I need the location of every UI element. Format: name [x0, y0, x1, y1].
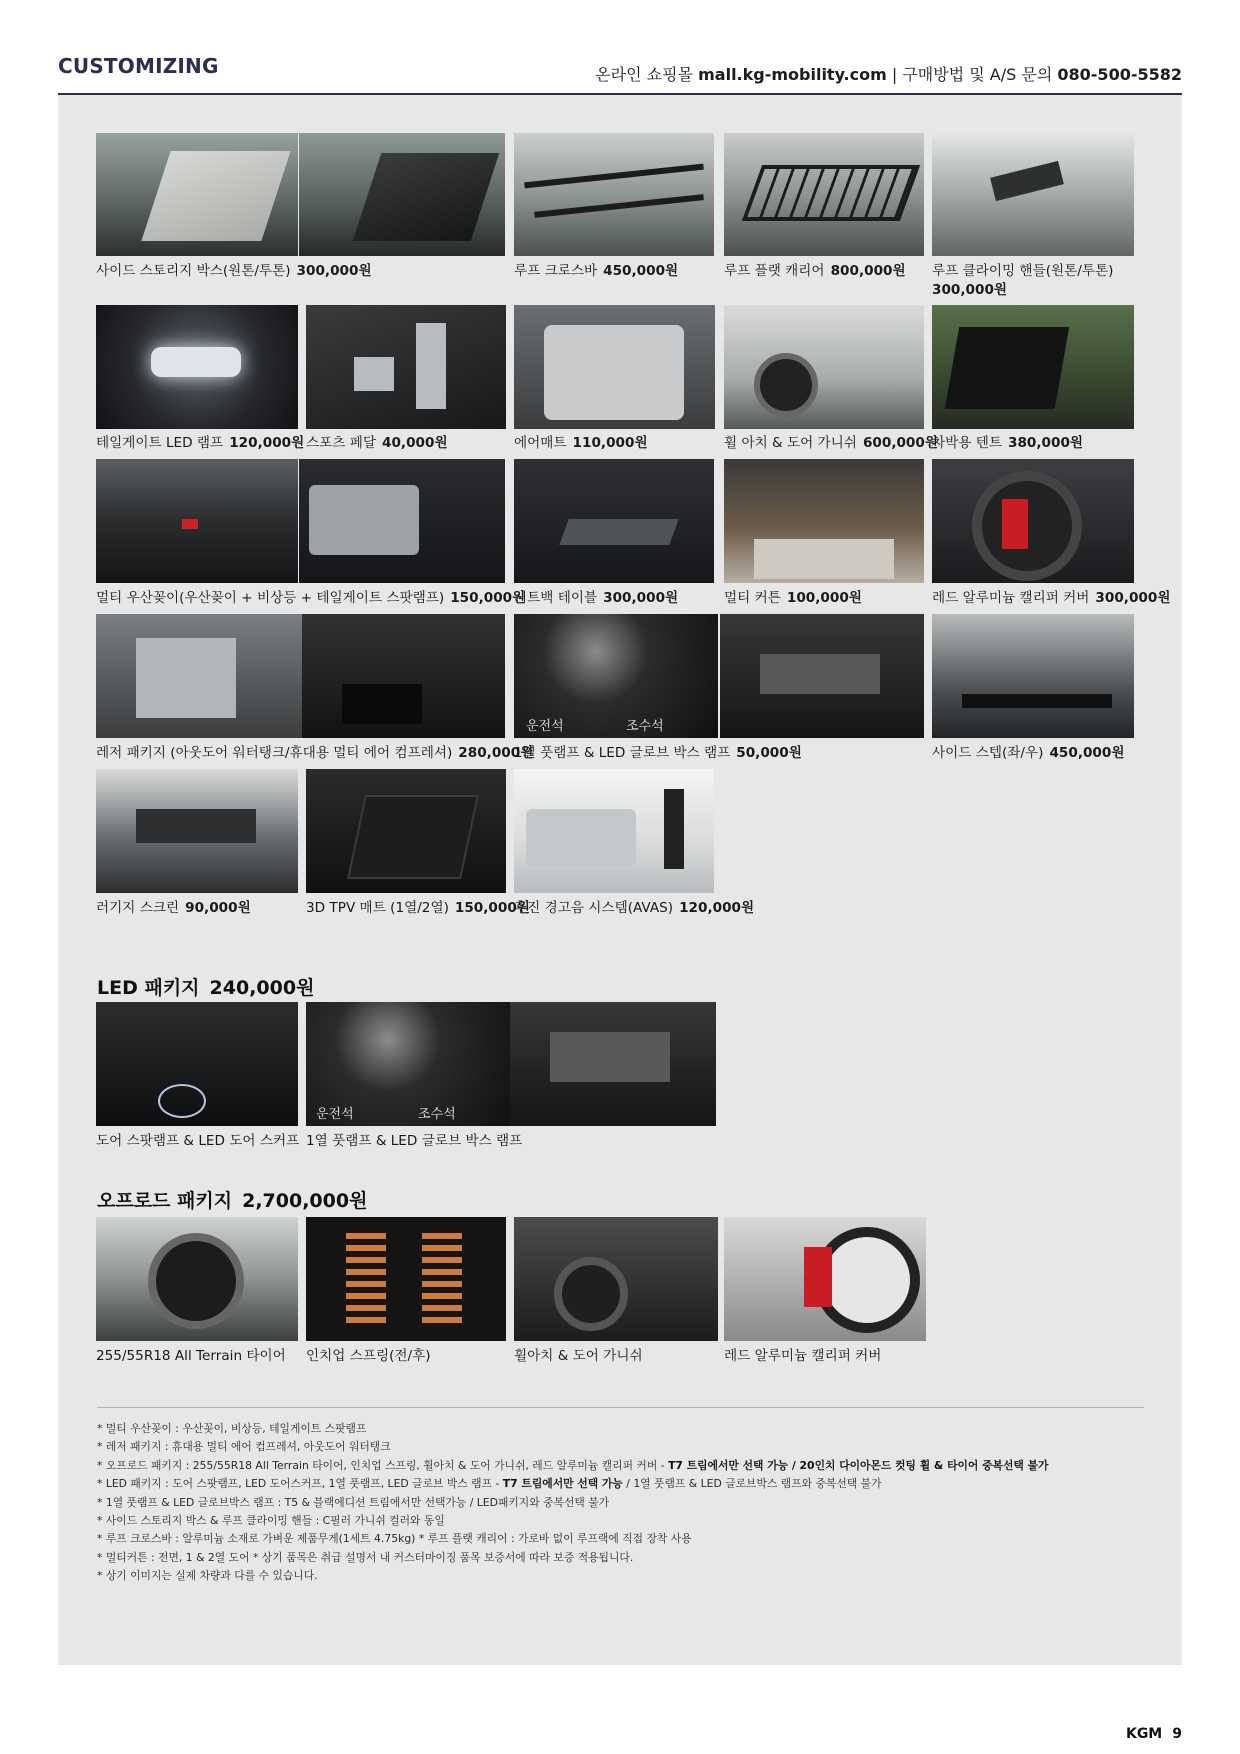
notes-divider	[97, 1407, 1144, 1408]
offroad-item-4: 레드 알루미늄 캘리퍼 커버	[724, 1348, 882, 1364]
caption-item-4: 루프 클라이밍 핸들(원톤/투톤) 300,000원	[932, 263, 1114, 298]
photo-footlamp-driver	[514, 614, 718, 738]
photo-multi-umbrella-holder-b	[299, 459, 505, 583]
photo-multi-curtain	[724, 459, 924, 583]
led-item-2: 1열 풋램프 & LED 글로브 박스 램프	[306, 1133, 523, 1149]
caption-item-7: 에어매트 110,000원	[514, 435, 648, 451]
caption-item-10: 멀티 우산꽂이(우산꽂이 + 비상등 + 테일게이트 스팟램프) 150,000원	[96, 590, 526, 606]
led-package-title: LED 패키지 240,000원	[97, 977, 315, 999]
photo-wheel-arch-garnish	[514, 1217, 718, 1341]
photo-roof-flat-carrier	[724, 133, 924, 256]
caption-item-2: 루프 크로스바 450,000원	[514, 263, 679, 279]
note-2: * 레저 패키지 : 휴대용 멀티 에어 컴프레셔, 아웃도어 워터탱크	[97, 1440, 391, 1454]
offroad-package-title: 오프로드 패키지 2,700,000원	[97, 1190, 368, 1212]
photo-leisure-package-b	[302, 614, 505, 738]
photo-inch-up-spring	[306, 1217, 506, 1341]
phone-number[interactable]: 080-500-5582	[1057, 65, 1182, 84]
photo-avas-system	[514, 769, 714, 893]
note-5: * 1열 풋램프 & LED 글로브박스 램프 : T5 & 블랙에디션 트림에서만 선택가능 / LED패키지와 중복선택 불가	[97, 1495, 610, 1509]
note-6: * 사이드 스토리지 박스 & 루프 클라이밍 핸들 : C필러 가니쉬 컬러와 동일	[97, 1514, 445, 1528]
caption-item-16: 사이드 스텝(좌/우) 450,000원	[932, 745, 1125, 761]
caption-item-11: 시트백 테이블 300,000원	[514, 590, 679, 606]
caption-item-17: 러기지 스크린 90,000원	[96, 900, 251, 916]
photo-sports-pedal	[306, 305, 506, 429]
caption-item-14: 레저 패키지 (아웃도어 워터탱크/휴대용 멀티 에어 컴프레셔) 280,000원	[96, 745, 534, 761]
note-1: * 멀티 우산꽂이 : 우산꽂이, 비상등, 테일게이트 스팟램프	[97, 1422, 367, 1435]
photo-offroad-caliper-cover	[724, 1217, 926, 1341]
photo-3d-tpv-mat	[306, 769, 506, 893]
page-number: 9	[1172, 1726, 1182, 1742]
caption-item-12: 멀티 커튼 100,000원	[724, 590, 862, 606]
caption-item-3: 루프 플랫 캐리어 800,000원	[724, 263, 906, 279]
offroad-item-1: 255/55R18 All Terrain 타이어	[96, 1348, 286, 1364]
footer-brand: KGM	[1125, 1726, 1163, 1742]
header-contact	[595, 62, 1182, 85]
inquiry-label: 구매방법 및 A/S 문의	[902, 65, 1053, 84]
caption-item-9: 차박용 텐트 380,000원	[932, 435, 1084, 451]
photo-side-storage-box-b	[299, 133, 505, 256]
caption-item-5: 테일게이트 LED 램프 120,000원	[96, 435, 305, 451]
driver-tag: 운전석	[526, 719, 564, 734]
note-3: * 오프로드 패키지 : 255/55R18 All Terrain 타이어, 인치업 스프링, 휠아치 & 도어 가니쉬, 레드 알루미늄 캘리퍼 커버 - T7 트림에서만 선택 가능 / 20인치 다이아몬드 컷팅 휠 & 타이어 중복선택 불가	[97, 1458, 1049, 1472]
footnotes	[97, 1420, 1147, 1586]
photo-led-footlamp-driver	[306, 1002, 510, 1126]
passenger-tag: 조수석	[626, 719, 664, 734]
photo-red-caliper-cover	[932, 459, 1134, 583]
shop-url-link[interactable]: mall.kg-mobility.com	[698, 65, 887, 84]
caption-item-19: 후진 경고음 시스템(AVAS) 120,000원	[514, 900, 755, 916]
photo-led-glovebox	[510, 1002, 716, 1126]
photo-multi-umbrella-holder-a	[96, 459, 298, 583]
photo-door-spot-lamp	[96, 1002, 298, 1126]
caption-item-1: 사이드 스토리지 박스(원톤/투톤) 300,000원	[96, 263, 372, 279]
caption-item-13: 레드 알루미늄 캘리퍼 커버 300,000원	[932, 590, 1171, 606]
offroad-item-2: 인치업 스프링(전/후)	[306, 1348, 431, 1364]
led-driver-tag: 운전석	[316, 1107, 354, 1122]
note-9: * 상기 이미지는 실제 차량과 다를 수 있습니다.	[97, 1569, 318, 1583]
offroad-item-3: 휠아치 & 도어 가니쉬	[514, 1348, 643, 1364]
shop-label: 온라인 쇼핑몰	[595, 65, 694, 84]
caption-item-15: 1열 풋램프 & LED 글로브 박스 램프 50,000원	[514, 745, 802, 761]
header-separator: |	[891, 65, 898, 84]
photo-seatback-table	[514, 459, 714, 583]
photo-tailgate-led-lamp	[96, 305, 298, 429]
photo-side-step	[932, 614, 1134, 738]
photo-leisure-package-a	[96, 614, 302, 738]
photo-roof-climbing-handle	[932, 133, 1134, 256]
photo-led-glovebox-lamp	[720, 614, 924, 738]
caption-item-8: 휠 아치 & 도어 가니쉬 600,000원	[724, 435, 938, 451]
note-4: * LED 패키지 : 도어 스팟램프, LED 도어스커프, 1열 풋램프, LED 글로브 박스 램프 - T7 트림에서만 선택 가능 / 1열 풋램프 & LED 글로브박스 램프와 중복선택 불가	[97, 1477, 882, 1491]
photo-wheel-arch-door-garnish	[724, 305, 924, 429]
caption-item-6: 스포츠 페달 40,000원	[306, 435, 448, 451]
photo-all-terrain-tire	[96, 1217, 298, 1341]
led-passenger-tag: 조수석	[418, 1107, 456, 1122]
photo-roof-crossbar	[514, 133, 714, 256]
page-footer	[1126, 1726, 1182, 1742]
photo-side-storage-box-a	[96, 133, 298, 256]
note-7: * 루프 크로스바 : 알루미늄 소재로 가벼운 제품무게(1세트 4.75kg) * 루프 플랫 캐리어 : 가로바 없이 루프랙에 직접 장착 사용	[97, 1532, 692, 1546]
photo-luggage-screen	[96, 769, 298, 893]
note-8: * 멀티커튼 : 전면, 1 & 2열 도어 * 상기 품목은 취급 설명서 내 커스터마이징 품목 보증서에 따라 보증 적용됩니다.	[97, 1550, 634, 1564]
caption-item-18: 3D TPV 매트 (1열/2열) 150,000원	[306, 900, 530, 916]
section-title: CUSTOMIZING	[58, 54, 219, 78]
photo-air-mattress	[514, 305, 715, 429]
photo-car-camping-tent	[932, 305, 1134, 429]
led-item-1: 도어 스팟램프 & LED 도어 스커프	[96, 1133, 300, 1149]
